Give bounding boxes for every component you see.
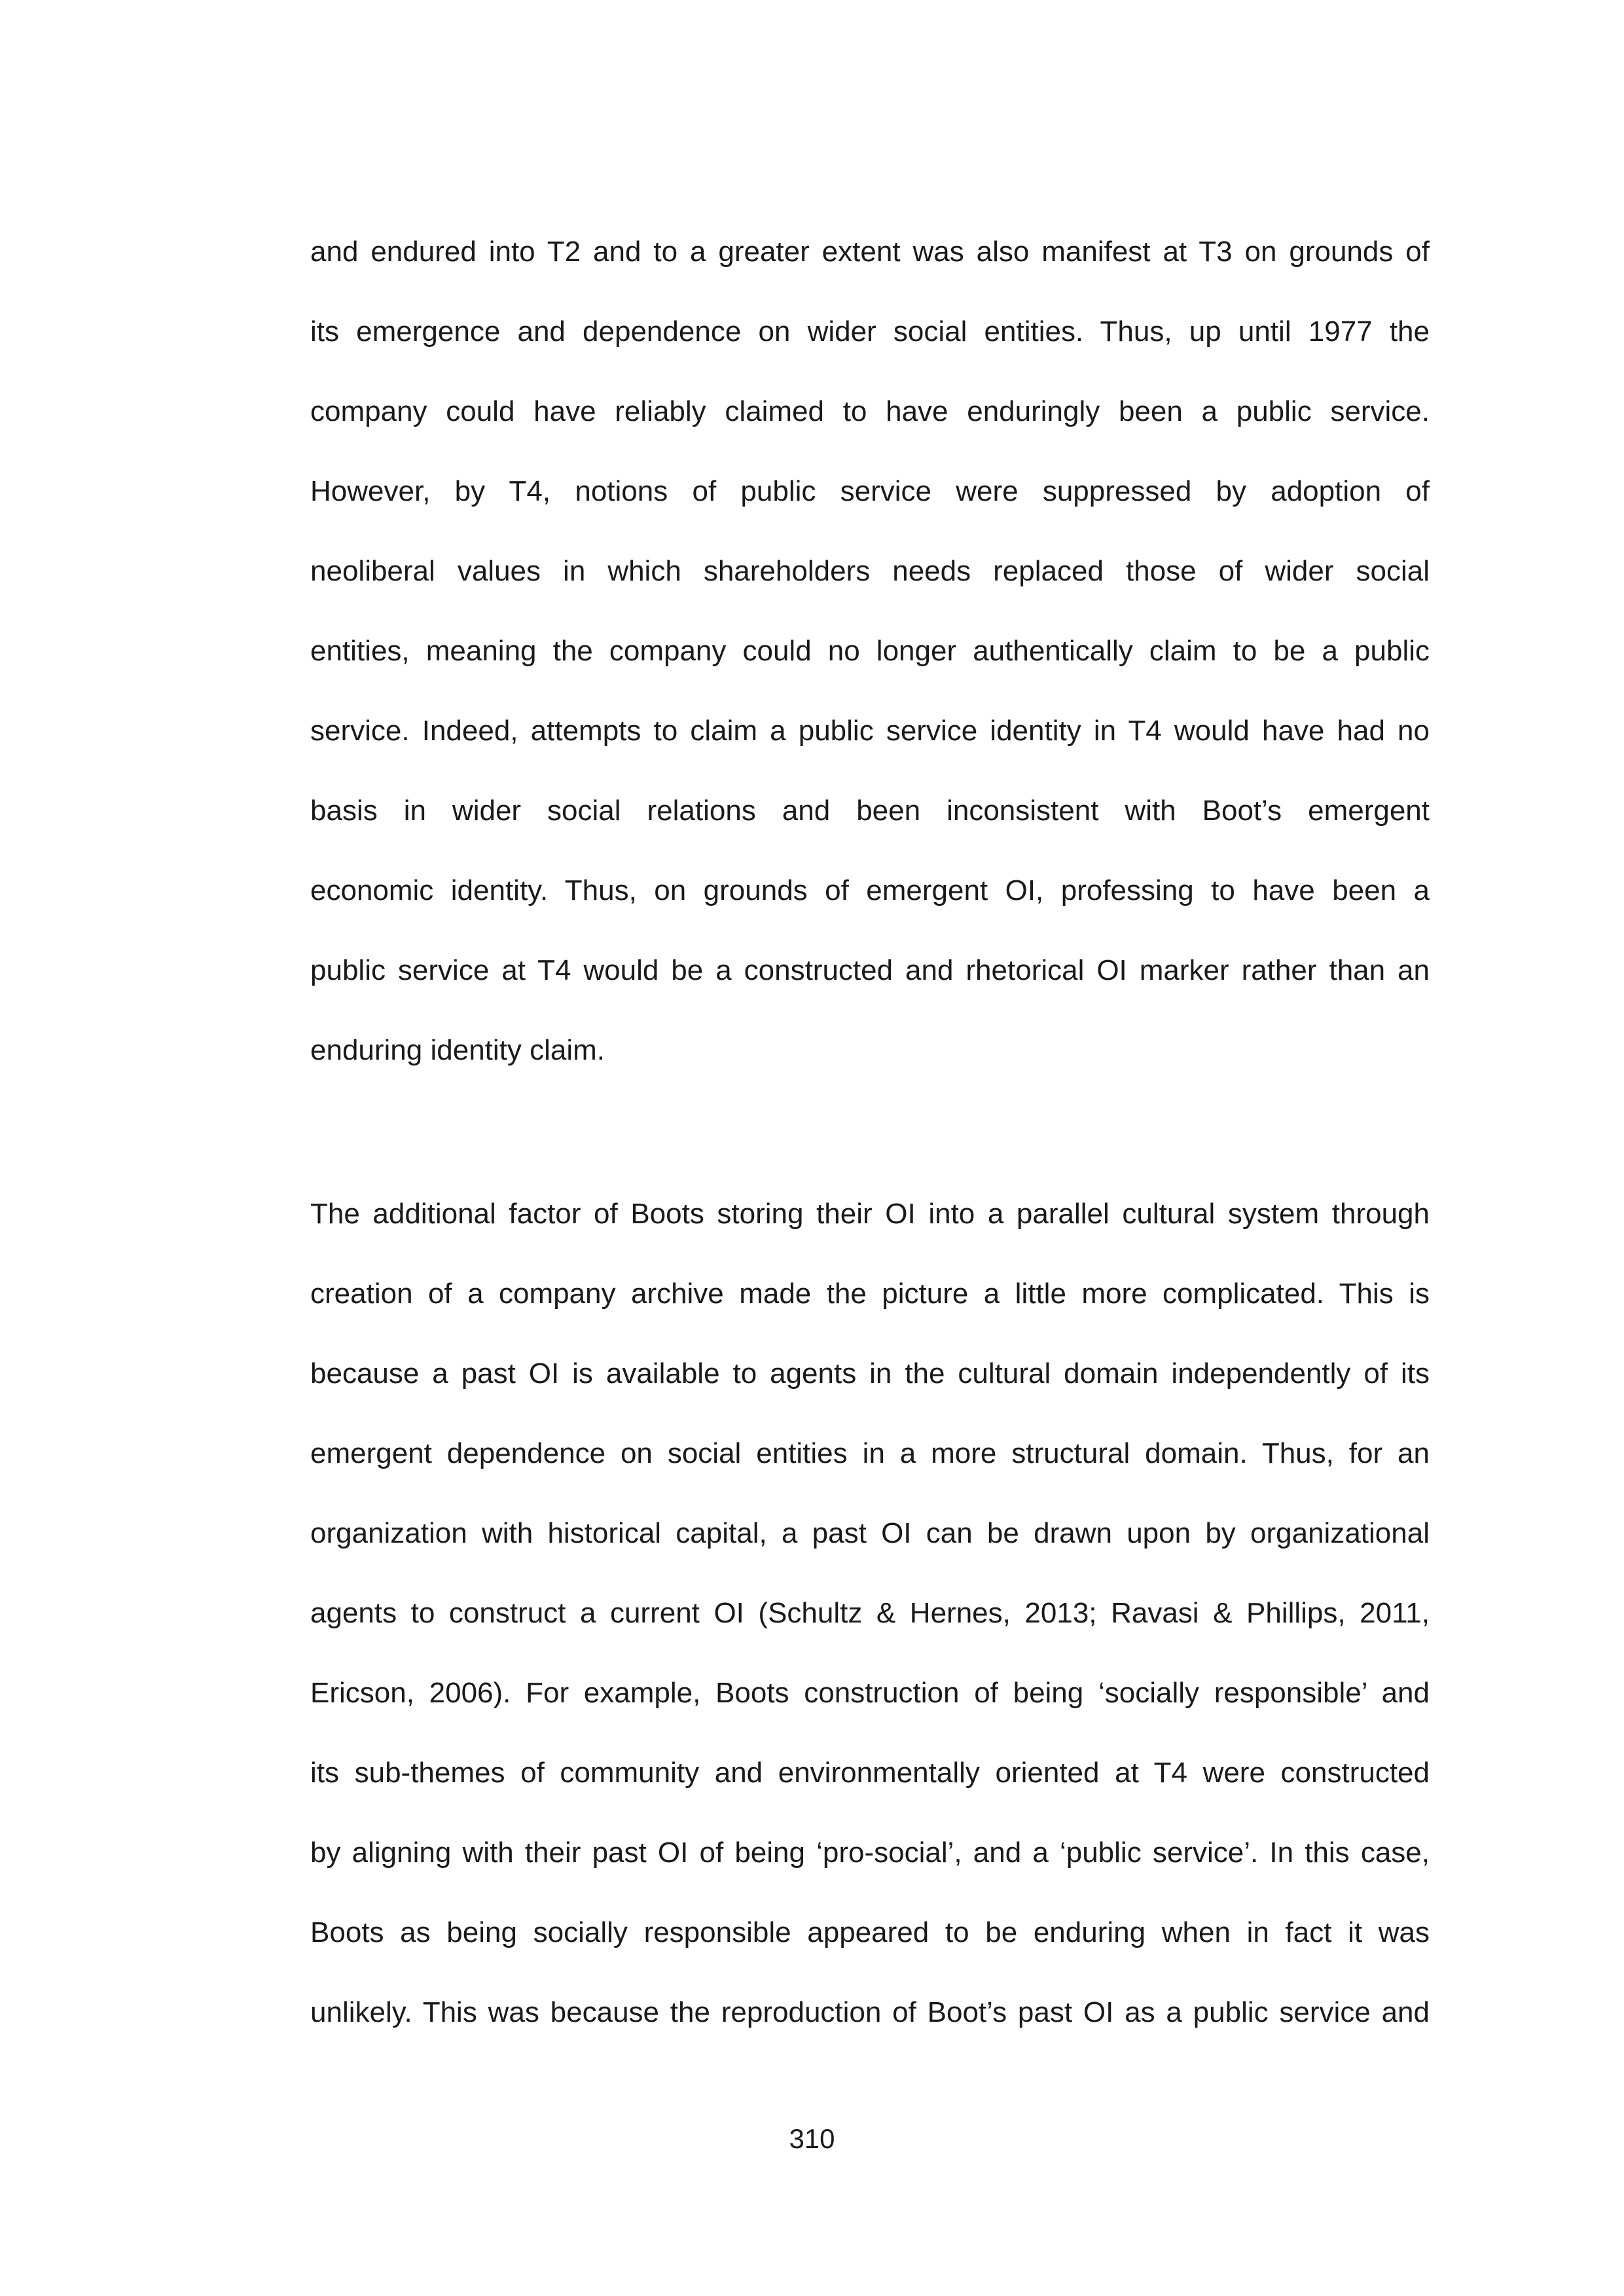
paragraph-line: its sub-themes of community and environmentally oriented at T4 were constructed xyxy=(310,1757,1430,1789)
paragraph-line: enduring identity claim. xyxy=(310,1034,605,1066)
paragraph-line: company could have reliably claimed to have enduringly been a public service. xyxy=(310,395,1430,427)
paragraph-line: unlikely. This was because the reproduction of Boot’s past OI as a public service and xyxy=(310,1996,1430,2028)
paragraph-line: because a past OI is available to agents in the cultural domain independently of its xyxy=(310,1357,1430,1390)
paragraph-line: service. Indeed, attempts to claim a public service identity in T4 would have had no xyxy=(310,715,1430,747)
paragraph-line: public service at T4 would be a constructed and rhetorical OI marker rather than an xyxy=(310,954,1430,986)
paragraph-1 xyxy=(310,212,1430,1090)
paragraph-line: However, by T4, notions of public service were suppressed by adoption of xyxy=(310,475,1430,507)
paragraph-line: basis in wider social relations and been inconsistent with Boot’s emergent xyxy=(310,795,1430,827)
paragraph-line: and endured into T2 and to a greater extent was also manifest at T3 on grounds of xyxy=(310,236,1430,268)
paragraph-line: by aligning with their past OI of being ‘pro-social’, and a ‘public service’. In this case, xyxy=(310,1837,1430,1869)
paragraph-line: emergent dependence on social entities in a more structural domain. Thus, for an xyxy=(310,1437,1430,1469)
paragraph-line: The additional factor of Boots storing their OI into a parallel cultural system through xyxy=(310,1198,1430,1230)
paragraph-line: neoliberal values in which shareholders needs replaced those of wider social xyxy=(310,555,1430,587)
paragraph-line: Boots as being socially responsible appeared to be enduring when in fact it was xyxy=(310,1916,1430,1948)
paragraph-line: organization with historical capital, a past OI can be drawn upon by organizational xyxy=(310,1517,1430,1549)
paragraph-line: agents to construct a current OI (Schultz & Hernes, 2013; Ravasi & Phillips, 2011, xyxy=(310,1597,1430,1629)
paragraph-line: economic identity. Thus, on grounds of emergent OI, professing to have been a xyxy=(310,874,1430,906)
paragraph-2 xyxy=(310,1174,1430,2053)
page-number: 310 xyxy=(789,2123,835,2154)
paragraph-line: creation of a company archive made the picture a little more complicated. This is xyxy=(310,1278,1430,1310)
paragraph-line: its emergence and dependence on wider social entities. Thus, up until 1977 the xyxy=(310,315,1430,348)
paragraph-line: entities, meaning the company could no longer authentically claim to be a public xyxy=(310,635,1430,667)
paragraph-line: Ericson, 2006). For example, Boots construction of being ‘socially responsible’ and xyxy=(310,1677,1430,1709)
